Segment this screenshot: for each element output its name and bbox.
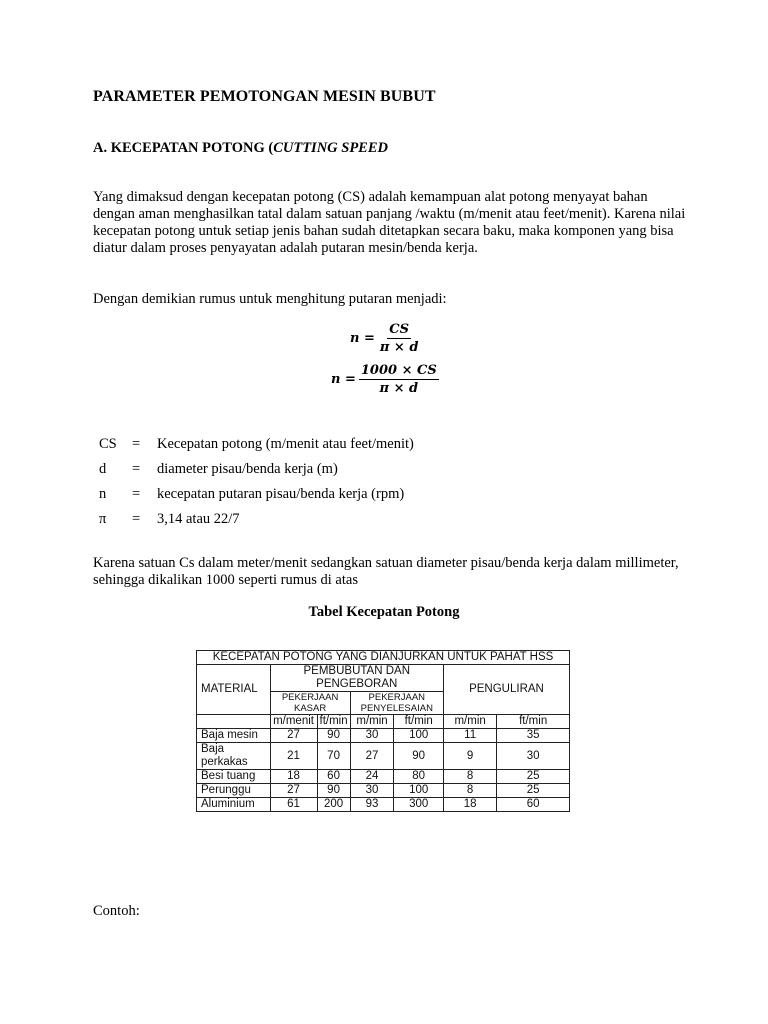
- value-cell: 30: [350, 784, 394, 798]
- material-header: MATERIAL: [197, 665, 271, 715]
- table-row: [197, 784, 570, 798]
- formula-rpm-numerator: CS: [389, 322, 410, 337]
- subheader-kasar: PEKERJAAN KASAR: [270, 692, 350, 715]
- value-cell: 300: [394, 798, 444, 812]
- material-cell: Aluminium: [197, 798, 271, 812]
- unit-header: m/menit: [270, 715, 317, 729]
- group-header-pembubutan: PEMBUBUTAN DAN PENGEBORAN: [270, 665, 443, 692]
- formula-rpm-mm-fraction: [359, 363, 439, 396]
- material-cell: Besi tuang: [197, 770, 271, 784]
- value-cell: 30: [497, 743, 570, 770]
- material-cell: Baja perkakas: [197, 743, 271, 770]
- definition-text: 3,14 atau 22/7: [157, 511, 240, 527]
- table-row: [197, 798, 570, 812]
- value-cell: 90: [394, 743, 444, 770]
- value-cell: 11: [443, 729, 496, 743]
- formula-rpm-mm: [331, 363, 439, 396]
- value-cell: 200: [317, 798, 350, 812]
- unit-header: ft/min: [317, 715, 350, 729]
- value-cell: 21: [270, 743, 317, 770]
- contoh-label: Contoh:: [93, 903, 140, 919]
- value-cell: 80: [394, 770, 444, 784]
- formula-rpm: [350, 322, 420, 355]
- rumus-intro-paragraph: Dengan demikian rumus untuk menghitung putaran menjadi:: [93, 291, 447, 307]
- section-heading-prefix: A. KECEPATAN POTONG (: [93, 140, 274, 156]
- table-group-row: [197, 665, 570, 692]
- units-blank-cell: [197, 715, 271, 729]
- value-cell: 8: [443, 784, 496, 798]
- definition-symbol: CS: [99, 436, 117, 452]
- definition-symbol: π: [99, 511, 107, 527]
- definition-paragraph: Yang dimaksud dengan kecepatan potong (CS) adalah kemampuan alat potong menyayat bahan dengan aman menghasilkan tatal dalam satuan panjang /waktu (m/menit atau feet/menit). Karena nilai kecepatan potong untuk setiap jenis bahan sudah ditetapkan secara baku, maka komponen yang bisa diatur dalam proses penyayatan adalah putaran mesin/benda kerja.: [93, 189, 686, 256]
- value-cell: 18: [443, 798, 496, 812]
- formula-rpm-mm-denominator: π × d: [379, 381, 419, 396]
- cutting-speed-table: [196, 650, 570, 812]
- unit-header: ft/min: [497, 715, 570, 729]
- formula-rpm-denominator: π × d: [379, 340, 419, 355]
- definition-equals: =: [132, 486, 141, 502]
- value-cell: 30: [350, 729, 394, 743]
- unit-header: m/min: [443, 715, 496, 729]
- value-cell: 100: [394, 784, 444, 798]
- section-heading: [93, 140, 388, 157]
- value-cell: 8: [443, 770, 496, 784]
- value-cell: 93: [350, 798, 394, 812]
- value-cell: 27: [270, 784, 317, 798]
- value-cell: 18: [270, 770, 317, 784]
- definition-text: kecepatan putaran pisau/benda kerja (rpm): [157, 486, 405, 502]
- table-title: KECEPATAN POTONG YANG DIANJURKAN UNTUK PAHAT HSS: [197, 651, 570, 665]
- table-row: [197, 770, 570, 784]
- value-cell: 100: [394, 729, 444, 743]
- material-cell: Perunggu: [197, 784, 271, 798]
- definition-equals: =: [132, 436, 141, 452]
- value-cell: 9: [443, 743, 496, 770]
- material-cell: Baja mesin: [197, 729, 271, 743]
- value-cell: 60: [317, 770, 350, 784]
- table-row: [197, 729, 570, 743]
- formula-rpm-fraction: [378, 322, 421, 355]
- formula-rpm-mm-numerator: 1000 × CS: [360, 363, 437, 378]
- value-cell: 25: [497, 770, 570, 784]
- unit-header: m/min: [350, 715, 394, 729]
- value-cell: 27: [270, 729, 317, 743]
- value-cell: 24: [350, 770, 394, 784]
- value-cell: 90: [317, 784, 350, 798]
- definition-symbol: n: [99, 486, 107, 502]
- section-heading-italic: CUTTING SPEED: [273, 140, 388, 156]
- table-caption: Tabel Kecepatan Potong: [308, 604, 460, 620]
- value-cell: 35: [497, 729, 570, 743]
- value-cell: 25: [497, 784, 570, 798]
- value-cell: 61: [270, 798, 317, 812]
- definition-equals: =: [132, 511, 141, 527]
- definition-text: diameter pisau/benda kerja (m): [157, 461, 338, 477]
- table-units-row: [197, 715, 570, 729]
- table-title-row: [197, 651, 570, 665]
- value-cell: 90: [317, 729, 350, 743]
- group-header-penguliran: PENGULIRAN: [443, 665, 569, 715]
- page-title: PARAMETER PEMOTONGAN MESIN BUBUT: [93, 88, 436, 105]
- unit-header: ft/min: [394, 715, 444, 729]
- formula-rpm-lhs: n =: [350, 331, 375, 346]
- formula-rpm-mm-lhs: n =: [331, 372, 356, 387]
- subheader-penyelesaian: PEKERJAAN PENYELESAIAN: [350, 692, 443, 715]
- definition-symbol: d: [99, 461, 107, 477]
- value-cell: 60: [497, 798, 570, 812]
- satuan-paragraph: Karena satuan Cs dalam meter/menit sedangkan satuan diameter pisau/benda kerja dalam millimeter, sehingga dikalikan 1000 seperti rumus di atas: [93, 555, 679, 588]
- table-row: [197, 743, 570, 770]
- value-cell: 70: [317, 743, 350, 770]
- definition-text: Kecepatan potong (m/menit atau feet/menit): [157, 436, 414, 452]
- definition-equals: =: [132, 461, 141, 477]
- value-cell: 27: [350, 743, 394, 770]
